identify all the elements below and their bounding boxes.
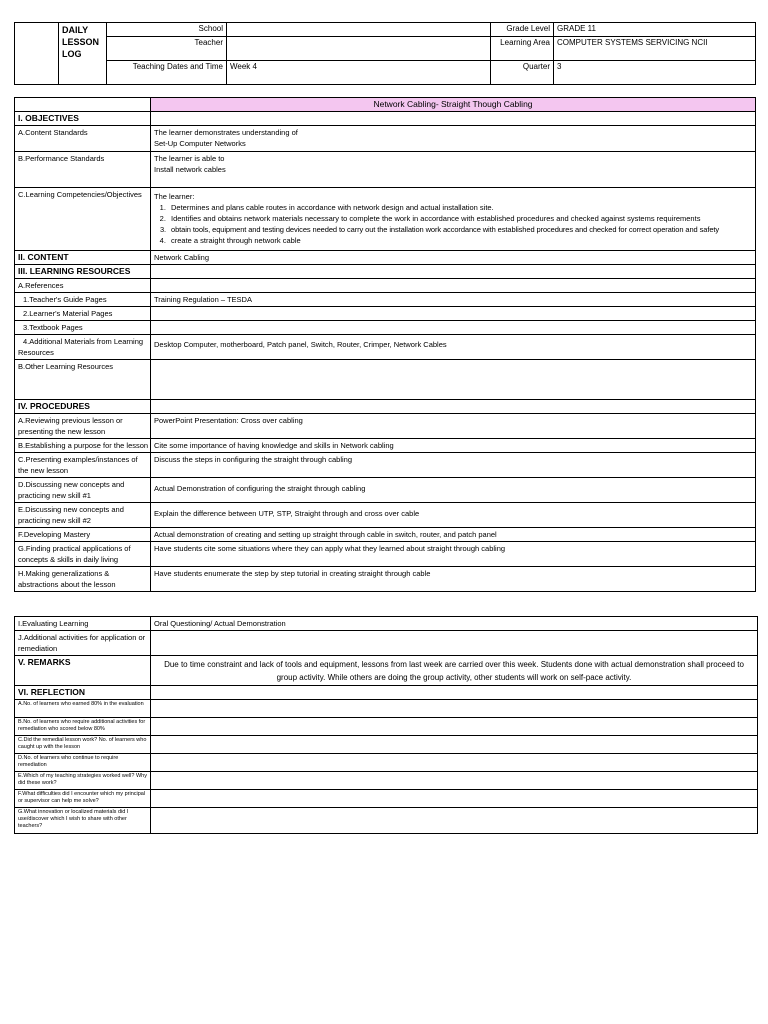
procedure-value: Actual demonstration of creating and setting up straight through cable in switch, router, and patch panel bbox=[151, 528, 756, 542]
procedure-label: H.Making generalizations & abstractions about the lesson bbox=[15, 567, 151, 592]
procedure-label: B.Establishing a purpose for the lesson bbox=[15, 439, 151, 453]
evaluating-label: I.Evaluating Learning bbox=[15, 617, 151, 631]
log-title bbox=[59, 23, 107, 85]
reflection-item: G.What innovation or localized materials did I use/discover which I wish to share with other teachers? bbox=[15, 808, 151, 834]
reflection-answer[interactable] bbox=[151, 700, 758, 718]
log-title-line: DAILY bbox=[62, 25, 89, 35]
header-blank-cell bbox=[15, 23, 59, 85]
resources-blank bbox=[151, 265, 756, 279]
procedure-label: C.Presenting examples/instances of the new lesson bbox=[15, 453, 151, 478]
reflection-item: A.No. of learners who earned 80% in the evaluation bbox=[15, 700, 151, 718]
reflection-answer[interactable] bbox=[151, 772, 758, 790]
competencies-value bbox=[151, 188, 756, 251]
remarks-heading: V. REMARKS bbox=[15, 656, 151, 686]
header-table bbox=[14, 22, 756, 85]
content-standards-label: A.Content Standards bbox=[15, 126, 151, 152]
performance-standards-line: The learner is able to bbox=[154, 154, 225, 163]
reflection-answer[interactable] bbox=[151, 790, 758, 808]
references-blank bbox=[151, 279, 756, 293]
school-label: School bbox=[107, 23, 227, 37]
performance-standards-line: Install network cables bbox=[154, 165, 226, 174]
tg-label: 1.Teacher's Guide Pages bbox=[15, 293, 151, 307]
procedure-label: A.Reviewing previous lesson or presenting the new lesson bbox=[15, 414, 151, 439]
objectives-heading: I. OBJECTIVES bbox=[15, 112, 151, 126]
grade-value[interactable]: GRADE 11 bbox=[554, 23, 756, 37]
procedure-label: D.Discussing new concepts and practicing new skill #1 bbox=[15, 478, 151, 503]
remarks-value: Due to time constraint and lack of tools and equipment, lessons from last week are carried over this week. Students done with actual demonstration shall proceed to group activity. While others are doing the group activity, other students will work on self-pace activity. bbox=[151, 656, 758, 686]
competency-item: 1. Determines and plans cable routes in accordance with network design and actual installation site. bbox=[168, 202, 752, 213]
procedure-value: Discuss the steps in configuring the straight through cabling bbox=[151, 453, 756, 478]
grade-label: Grade Level bbox=[491, 23, 554, 37]
references-label: A.References bbox=[15, 279, 151, 293]
additional-activities-label: J.Additional activities for application or remediation bbox=[15, 631, 151, 656]
reflection-item: E.Which of my teaching strategies worked well? Why did these work? bbox=[15, 772, 151, 790]
resources-heading: III. LEARNING RESOURCES bbox=[15, 265, 151, 279]
area-value[interactable]: COMPUTER SYSTEMS SERVICING NCII bbox=[554, 37, 756, 61]
tb-value bbox=[151, 321, 756, 335]
other-resources-value bbox=[151, 360, 756, 400]
lm-label: 2.Learner's Material Pages bbox=[15, 307, 151, 321]
evaluating-value: Oral Questioning/ Actual Demonstration bbox=[151, 617, 758, 631]
tg-value: Training Regulation – TESDA bbox=[151, 293, 756, 307]
log-title-line: LOG bbox=[62, 49, 82, 59]
competencies-label: C.Learning Competencies/Objectives bbox=[15, 188, 151, 251]
reflection-answer[interactable] bbox=[151, 754, 758, 772]
content-standards-line: Set-Up Computer Networks bbox=[154, 139, 246, 148]
quarter-value[interactable]: 3 bbox=[554, 61, 756, 85]
lesson-table bbox=[14, 97, 756, 592]
am-value: Desktop Computer, motherboard, Patch panel, Switch, Router, Crimper, Network Cables bbox=[151, 335, 756, 360]
performance-standards-label: B.Performance Standards bbox=[15, 152, 151, 188]
procedure-value: Have students enumerate the step by step tutorial in creating straight through cable bbox=[151, 567, 756, 592]
tb-label: 3.Textbook Pages bbox=[15, 321, 151, 335]
reflection-item: B.No. of learners who require additional activities for remediation who scored below 80% bbox=[15, 718, 151, 736]
reflection-answer[interactable] bbox=[151, 808, 758, 834]
content-heading: II. CONTENT bbox=[15, 251, 151, 265]
dates-label: Teaching Dates and Time bbox=[107, 61, 227, 85]
additional-activities-value bbox=[151, 631, 758, 656]
teacher-value[interactable] bbox=[227, 37, 491, 61]
dates-value[interactable]: Week 4 bbox=[227, 61, 491, 85]
content-value: Network Cabling bbox=[151, 251, 756, 265]
other-resources-label: B.Other Learning Resources bbox=[15, 360, 151, 400]
topic-blank-cell bbox=[15, 98, 151, 112]
reflection-answer[interactable] bbox=[151, 718, 758, 736]
performance-standards-value bbox=[151, 152, 756, 188]
log-title-line: LESSON bbox=[62, 37, 100, 47]
am-label: 4.Additional Materials from Learning Resources bbox=[15, 335, 151, 360]
procedure-value: PowerPoint Presentation: Cross over cabling bbox=[151, 414, 756, 439]
reflection-heading: VI. REFLECTION bbox=[15, 686, 151, 700]
teacher-label: Teacher bbox=[107, 37, 227, 61]
procedures-blank bbox=[151, 400, 756, 414]
competencies-list bbox=[168, 202, 752, 246]
competency-item: 2. Identifies and obtains network materials necessary to complete the work in accordance with established procedures and checked against systems requirements bbox=[168, 213, 752, 224]
area-label: Learning Area bbox=[491, 37, 554, 61]
evaluation-table bbox=[14, 616, 758, 834]
quarter-label: Quarter bbox=[491, 61, 554, 85]
lm-value bbox=[151, 307, 756, 321]
procedure-value: Actual Demonstration of configuring the straight through cabling bbox=[151, 478, 756, 503]
lesson-topic: Network Cabling- Straight Though Cabling bbox=[151, 98, 756, 112]
procedure-label: G.Finding practical applications of concepts & skills in daily living bbox=[15, 542, 151, 567]
content-standards-value bbox=[151, 126, 756, 152]
reflection-item: F.What difficulties did I encounter which my principal or supervisor can help me solve? bbox=[15, 790, 151, 808]
procedures-heading: IV. PROCEDURES bbox=[15, 400, 151, 414]
reflection-item: D.No. of learners who continue to require remediation bbox=[15, 754, 151, 772]
content-standards-line: The learner demonstrates understanding of bbox=[154, 128, 298, 137]
procedure-label: E.Discussing new concepts and practicing new skill #2 bbox=[15, 503, 151, 528]
reflection-item: C.Did the remedial lesson work? No. of learners who caught up with the lesson bbox=[15, 736, 151, 754]
reflection-blank bbox=[151, 686, 758, 700]
reflection-answer[interactable] bbox=[151, 736, 758, 754]
procedure-label: F.Developing Mastery bbox=[15, 528, 151, 542]
procedure-value: Cite some importance of having knowledge and skills in Network cabling bbox=[151, 439, 756, 453]
objectives-blank bbox=[151, 112, 756, 126]
procedure-value: Have students cite some situations where they can apply what they learned about straight through cabling bbox=[151, 542, 756, 567]
procedure-value: Explain the difference between UTP, STP, Straight through and cross over cable bbox=[151, 503, 756, 528]
competency-item: 4. create a straight through network cable bbox=[168, 235, 752, 246]
competencies-intro: The learner: bbox=[154, 192, 195, 201]
competency-item: 3. obtain tools, equipment and testing devices needed to carry out the installation work accordance with established procedures and checked for correct operation and safety bbox=[168, 224, 752, 235]
school-value[interactable] bbox=[227, 23, 491, 37]
